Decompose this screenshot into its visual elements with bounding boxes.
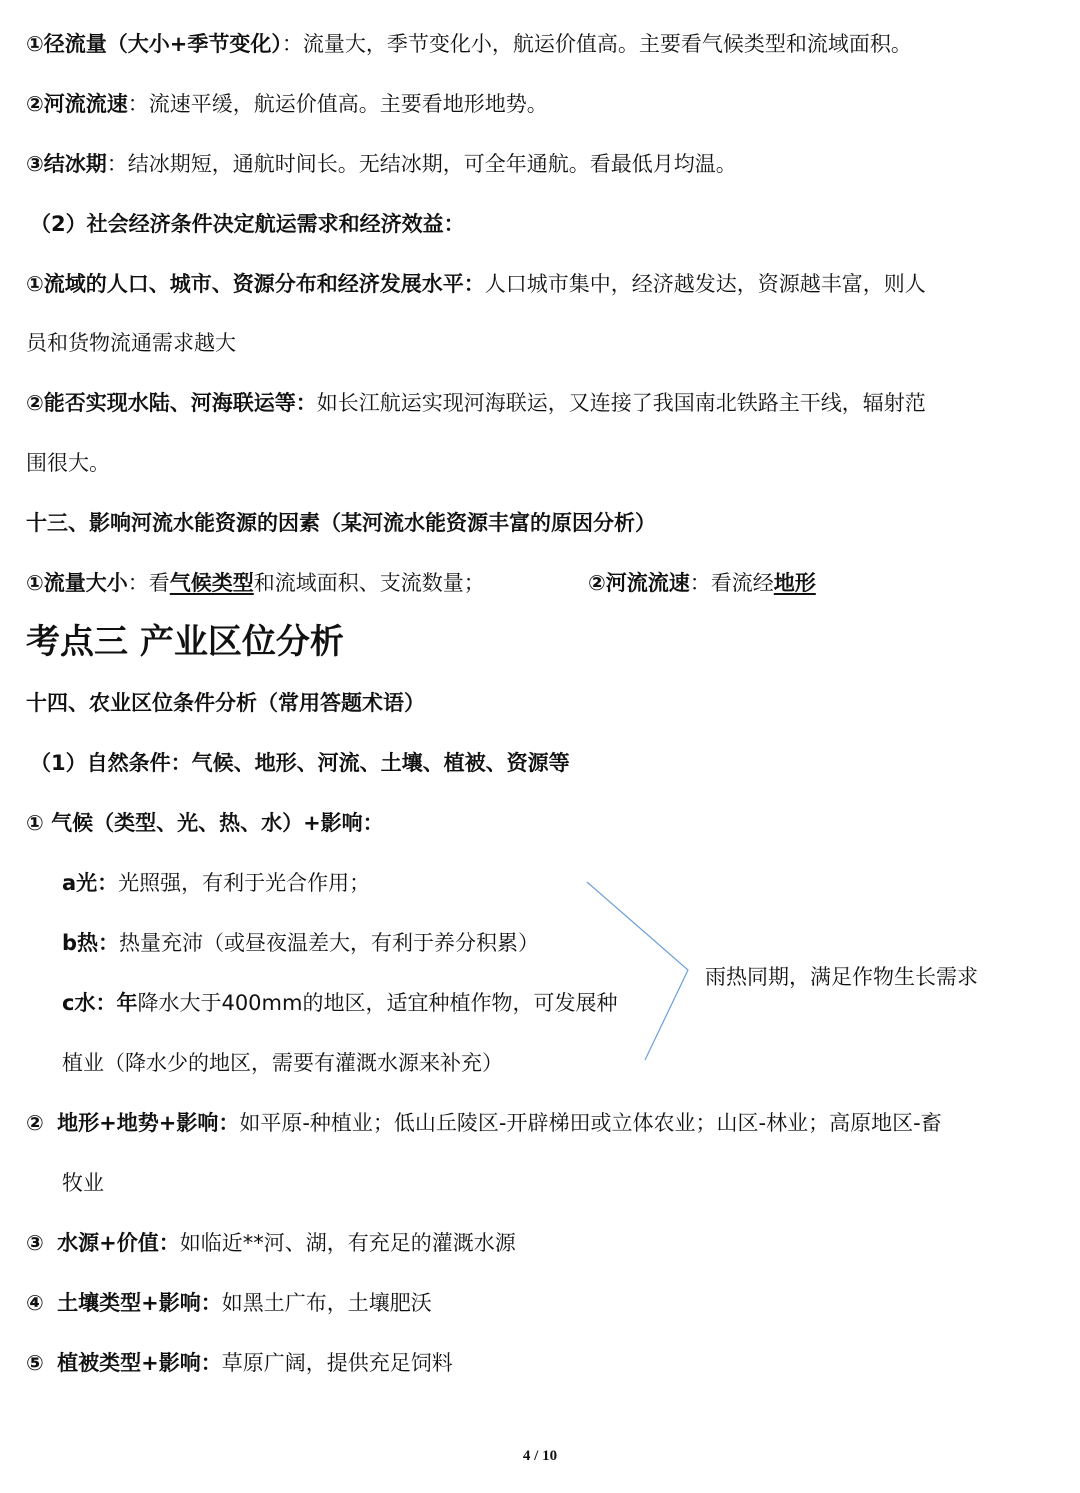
key-climate-type: 气候类型	[169, 571, 254, 595]
num: ②	[588, 571, 606, 595]
num: ③	[26, 1231, 44, 1255]
heading-13: 十三、影响河流水能资源的因素（某河流水能资源丰富的原因分析）	[26, 511, 656, 535]
line-runoff	[26, 29, 912, 59]
line-hydro-speed	[588, 568, 816, 598]
text: 如黑土广布，土壤肥沃	[221, 1291, 432, 1315]
term-flow: 流量大小	[43, 571, 128, 595]
line-terrain	[26, 1108, 942, 1138]
term-flow-speed: 河流流速	[43, 92, 128, 116]
key-terrain: 地形	[773, 571, 816, 595]
line-climate: ① 气候（类型、光、热、水）+影响：	[26, 811, 384, 835]
brace-bracket	[580, 875, 695, 1065]
line-water-cont: 植业（降水少的地区，需要有灌溉水源来补充）	[62, 1051, 503, 1075]
brace-note: 雨热同期，满足作物生长需求	[705, 965, 978, 989]
line-water	[62, 988, 617, 1018]
text: 人口城市集中，经济越发达，资源越丰富，则人	[484, 272, 926, 296]
text: ：看	[127, 571, 170, 595]
text: 草原广阔，提供充足饲料	[221, 1351, 453, 1375]
num: ①	[26, 272, 44, 296]
section-title: 考点三 产业区位分析	[26, 622, 344, 662]
term-water-source: 水源+价值：	[57, 1231, 180, 1255]
text: 如长江航运实现河海联运，又连接了我国南北铁路主干线，辐射范	[316, 391, 926, 415]
num: ③	[26, 152, 44, 176]
num: ⑤	[26, 1351, 44, 1375]
line-multimodal-cont: 围很大。	[26, 451, 110, 475]
term-water: c水：年	[62, 991, 138, 1015]
text: 光照强，有利于光合作用；	[118, 871, 371, 895]
num: ①	[26, 571, 44, 595]
line-terrain-cont: 牧业	[62, 1171, 104, 1195]
text: 和流域面积、支流数量；	[253, 571, 485, 595]
term-multimodal: 能否实现水陆、河海联运等：	[43, 391, 317, 415]
term-heat: b热：	[62, 931, 120, 955]
num: ②	[26, 1111, 44, 1135]
line-freeze	[26, 149, 737, 179]
line-vegetation	[26, 1348, 453, 1378]
num: ④	[26, 1291, 44, 1315]
text: ：流速平缓，航运价值高。主要看地形地势。	[127, 92, 548, 116]
text: 热量充沛（或昼夜温差大，有利于养分积累）	[119, 931, 540, 955]
num: ①	[26, 32, 44, 56]
line-population	[26, 269, 926, 299]
page-number: 4 / 10	[522, 1448, 558, 1464]
term-freeze: 结冰期	[43, 152, 107, 176]
line-multimodal	[26, 388, 926, 418]
num: ②	[26, 92, 44, 116]
text: 如临近**河、湖，有充足的灌溉水源	[179, 1231, 516, 1255]
text: 降水大于400mm的地区，适宜种植作物，可发展种	[137, 991, 618, 1015]
text: ：看流经	[689, 571, 774, 595]
term-runoff: 径流量（大小+季节变化）	[43, 32, 282, 56]
line-hydro-flow	[26, 568, 485, 598]
line-heat	[62, 928, 539, 958]
heading-14: 十四、农业区位条件分析（常用答题术语）	[26, 691, 425, 715]
term-terrain: 地形+地势+影响：	[57, 1111, 240, 1135]
term-soil: 土壤类型+影响：	[57, 1291, 222, 1315]
line-population-cont: 员和货物流通需求越大	[26, 331, 236, 355]
term-light: a光：	[62, 871, 119, 895]
text: ：流量大，季节变化小，航运价值高。主要看气候类型和流域面积。	[281, 32, 912, 56]
term-population: 流域的人口、城市、资源分布和经济发展水平：	[43, 272, 485, 296]
subheading-social: （2）社会经济条件决定航运需求和经济效益：	[30, 212, 465, 236]
text: 如平原-种植业；低山丘陵区-开辟梯田或立体农业；山区-林业；高原地区-畜	[239, 1111, 942, 1135]
text: ：结冰期短，通航时间长。无结冰期，可全年通航。看最低月均温。	[106, 152, 737, 176]
term-speed: 河流流速	[605, 571, 690, 595]
term-vegetation: 植被类型+影响：	[57, 1351, 222, 1375]
line-light	[62, 868, 370, 898]
line-water-source	[26, 1228, 516, 1258]
line-soil	[26, 1288, 432, 1318]
subheading-natural: （1）自然条件：气候、地形、河流、土壤、植被、资源等	[30, 751, 570, 775]
line-flow-speed	[26, 89, 548, 119]
num: ②	[26, 391, 44, 415]
